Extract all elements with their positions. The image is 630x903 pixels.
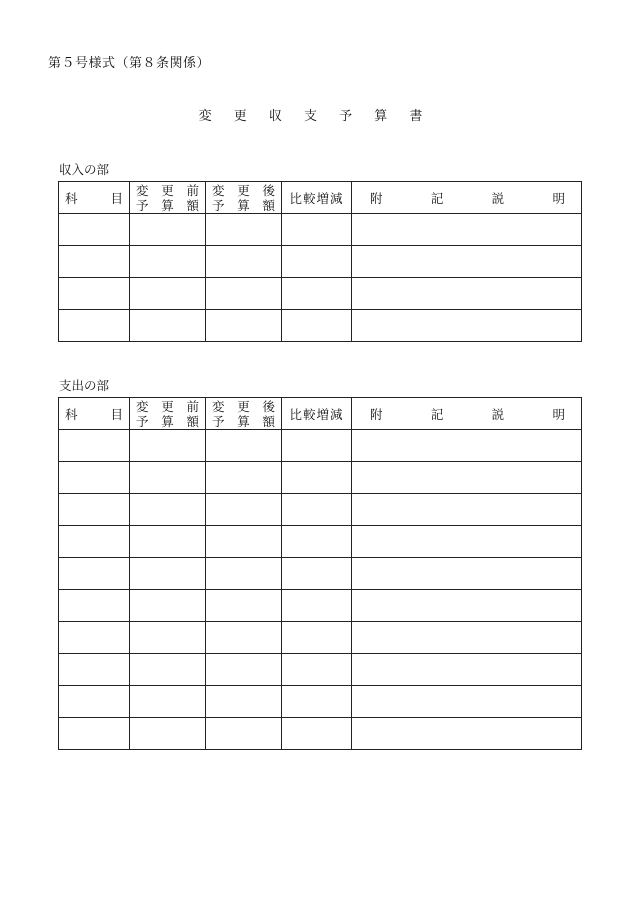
notes-cell[interactable] xyxy=(352,718,582,750)
comparison-cell[interactable] xyxy=(282,654,352,686)
after-amount-cell[interactable] xyxy=(206,430,282,462)
subject-cell[interactable] xyxy=(59,462,130,494)
before-amount-header: 変 更 前 予 算 額 xyxy=(130,398,206,430)
table-row xyxy=(59,526,582,558)
comparison-cell[interactable] xyxy=(282,246,352,278)
table-row xyxy=(59,246,582,278)
before-amount-cell[interactable] xyxy=(130,462,206,494)
table-row xyxy=(59,278,582,310)
notes-cell[interactable] xyxy=(352,494,582,526)
after-amount-cell[interactable] xyxy=(206,246,282,278)
after-amount-cell[interactable] xyxy=(206,590,282,622)
table-row xyxy=(59,686,582,718)
subject-cell[interactable] xyxy=(59,654,130,686)
comparison-cell[interactable] xyxy=(282,526,352,558)
before-amount-cell[interactable] xyxy=(130,558,206,590)
after-amount-cell[interactable] xyxy=(206,462,282,494)
expenditure-table xyxy=(58,397,582,750)
table-row xyxy=(59,590,582,622)
after-amount-cell[interactable] xyxy=(206,686,282,718)
before-amount-cell[interactable] xyxy=(130,526,206,558)
comparison-cell[interactable] xyxy=(282,214,352,246)
after-amount-cell[interactable] xyxy=(206,622,282,654)
notes-cell[interactable] xyxy=(352,558,582,590)
subject-cell[interactable] xyxy=(59,686,130,718)
subject-cell[interactable] xyxy=(59,718,130,750)
comparison-cell[interactable] xyxy=(282,494,352,526)
form-number-label: 第５号様式（第８条関係） xyxy=(48,56,211,71)
comparison-cell[interactable] xyxy=(282,558,352,590)
after-amount-cell[interactable] xyxy=(206,558,282,590)
income-table xyxy=(58,181,582,342)
comparison-cell[interactable] xyxy=(282,686,352,718)
document-title: 変 更 収 支 予 算 書 xyxy=(198,109,432,124)
table-row xyxy=(59,494,582,526)
after-amount-header: 変 更 後 予 算 額 xyxy=(206,398,282,430)
notes-cell[interactable] xyxy=(352,686,582,718)
comparison-cell[interactable] xyxy=(282,622,352,654)
before-amount-cell[interactable] xyxy=(130,494,206,526)
notes-cell[interactable] xyxy=(352,278,582,310)
comparison-header: 比較増減 xyxy=(282,182,352,214)
subject-cell[interactable] xyxy=(59,590,130,622)
subject-cell[interactable] xyxy=(59,558,130,590)
before-amount-cell[interactable] xyxy=(130,278,206,310)
table-row xyxy=(59,310,582,342)
subject-header: 科 目 xyxy=(59,398,130,430)
comparison-cell[interactable] xyxy=(282,718,352,750)
subject-cell[interactable] xyxy=(59,278,130,310)
before-amount-cell[interactable] xyxy=(130,430,206,462)
subject-cell[interactable] xyxy=(59,622,130,654)
table-row xyxy=(59,214,582,246)
subject-cell[interactable] xyxy=(59,526,130,558)
table-row xyxy=(59,622,582,654)
table-row xyxy=(59,430,582,462)
notes-cell[interactable] xyxy=(352,654,582,686)
notes-cell[interactable] xyxy=(352,622,582,654)
income-section-label: 収入の部 xyxy=(59,162,110,177)
subject-cell[interactable] xyxy=(59,310,130,342)
notes-header: 附 記 説 明 xyxy=(352,182,582,214)
notes-cell[interactable] xyxy=(352,310,582,342)
subject-cell[interactable] xyxy=(59,494,130,526)
table-row xyxy=(59,462,582,494)
after-amount-cell[interactable] xyxy=(206,278,282,310)
before-amount-cell[interactable] xyxy=(130,590,206,622)
before-amount-header: 変 更 前 予 算 額 xyxy=(130,182,206,214)
subject-header: 科 目 xyxy=(59,182,130,214)
notes-cell[interactable] xyxy=(352,430,582,462)
before-amount-cell[interactable] xyxy=(130,310,206,342)
header-row xyxy=(59,182,582,214)
expenditure-section-label: 支出の部 xyxy=(59,378,110,393)
after-amount-cell[interactable] xyxy=(206,718,282,750)
notes-cell[interactable] xyxy=(352,526,582,558)
after-amount-cell[interactable] xyxy=(206,526,282,558)
subject-cell[interactable] xyxy=(59,214,130,246)
notes-cell[interactable] xyxy=(352,590,582,622)
after-amount-cell[interactable] xyxy=(206,310,282,342)
comparison-cell[interactable] xyxy=(282,278,352,310)
comparison-cell[interactable] xyxy=(282,310,352,342)
comparison-header: 比較増減 xyxy=(282,398,352,430)
after-amount-header: 変 更 後 予 算 額 xyxy=(206,182,282,214)
notes-cell[interactable] xyxy=(352,246,582,278)
comparison-cell[interactable] xyxy=(282,462,352,494)
notes-cell[interactable] xyxy=(352,214,582,246)
notes-cell[interactable] xyxy=(352,462,582,494)
before-amount-cell[interactable] xyxy=(130,686,206,718)
before-amount-cell[interactable] xyxy=(130,246,206,278)
before-amount-cell[interactable] xyxy=(130,654,206,686)
before-amount-cell[interactable] xyxy=(130,214,206,246)
after-amount-cell[interactable] xyxy=(206,654,282,686)
table-row xyxy=(59,654,582,686)
subject-cell[interactable] xyxy=(59,246,130,278)
after-amount-cell[interactable] xyxy=(206,214,282,246)
notes-header: 附 記 説 明 xyxy=(352,398,582,430)
before-amount-cell[interactable] xyxy=(130,622,206,654)
before-amount-cell[interactable] xyxy=(130,718,206,750)
table-row xyxy=(59,558,582,590)
comparison-cell[interactable] xyxy=(282,430,352,462)
header-row xyxy=(59,398,582,430)
comparison-cell[interactable] xyxy=(282,590,352,622)
subject-cell[interactable] xyxy=(59,430,130,462)
table-row xyxy=(59,718,582,750)
after-amount-cell[interactable] xyxy=(206,494,282,526)
